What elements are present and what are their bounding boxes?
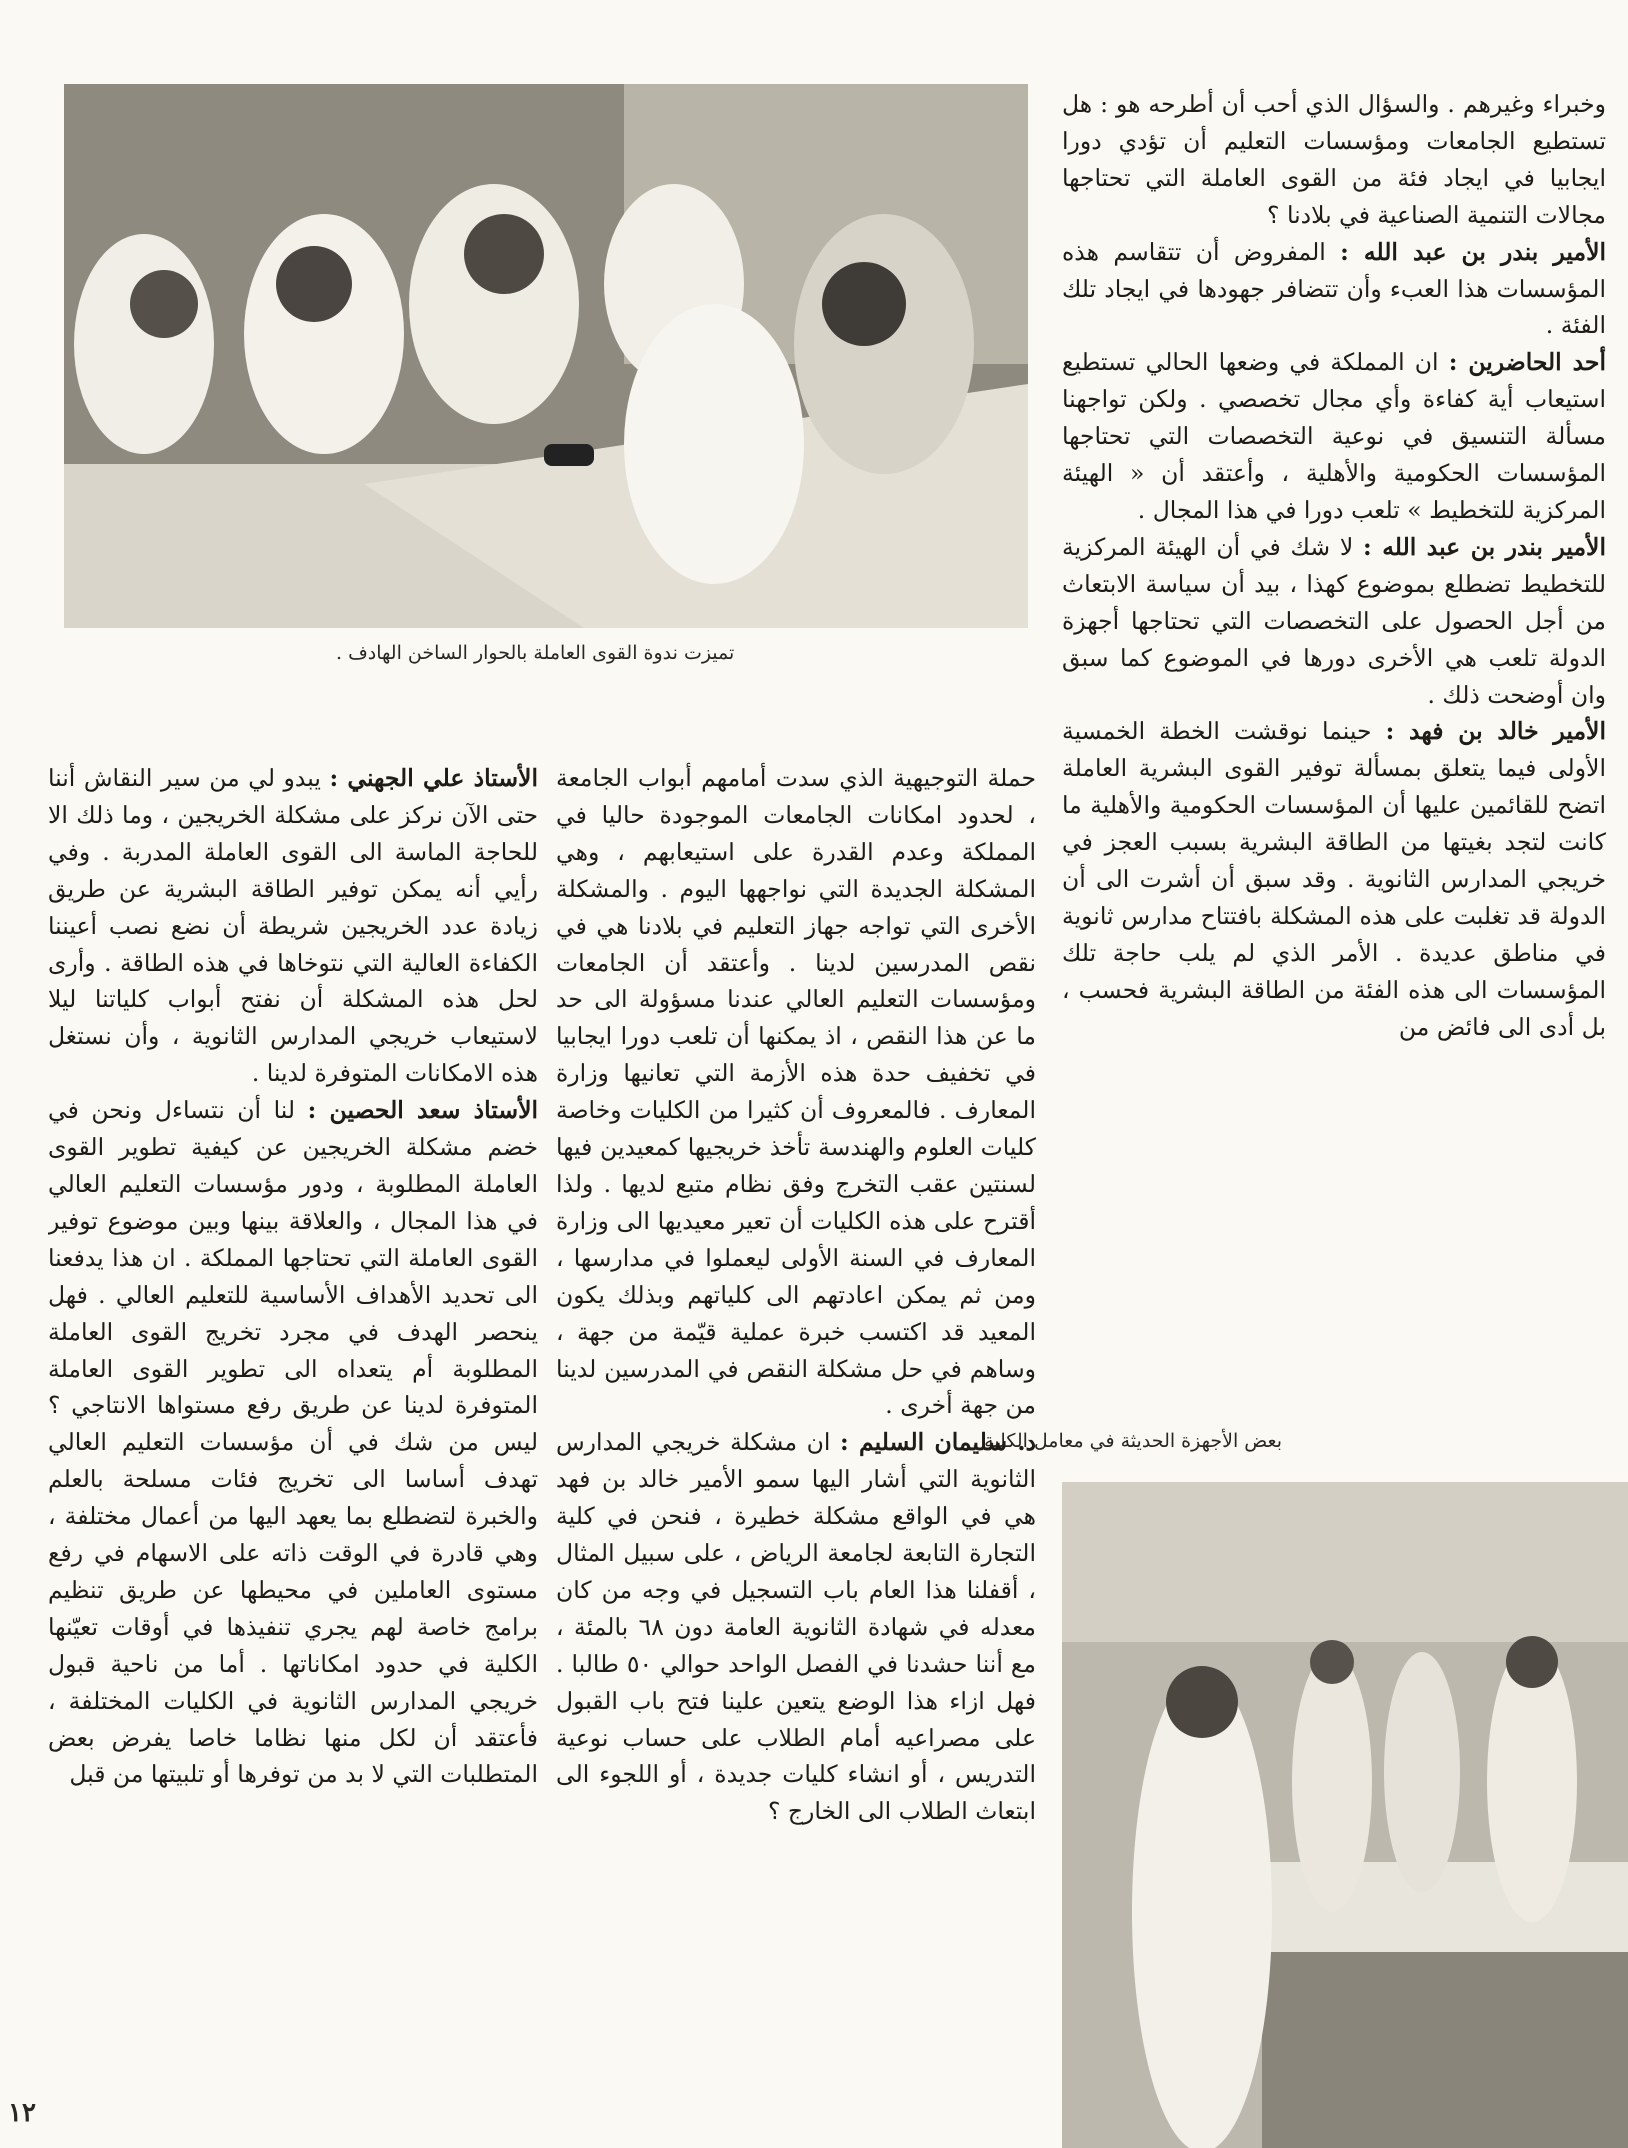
speaker-name: الأستاذ علي الجهني :: [329, 764, 538, 792]
paragraph: [48, 1092, 538, 1793]
paragraph-text: وخبراء وغيرهم . والسؤال الذي أحب أن أطرحه هو : هل تستطيع الجامعات ومؤسسات التعليم أن تؤدي دورا ايجابيا في ايجاد فئة من القوى العاملة التي تحتاجها مجالات التنمية الصناعية في بلادنا ؟: [1062, 90, 1606, 229]
speaker-name: الأمير خالد بن فهد :: [1385, 717, 1606, 746]
paragraph-text: حينما نوقشت الخطة الخمسية الأولى فيما يتعلق بمسألة توفير القوى البشرية العاملة اتضح للقائمين عليها أن المؤسسات الحكومية والأهلية ما كانت لتجد بغيتها من الطاقة البشرية بسبب العجز في خريجي المدارس الثانوية . وقد سبق أن أشرت الى أن الدولة قد تغلبت على هذه المشكلة بافتتاح مدارس ثانوية في مناطق عديدة . الأمر الذي لم يلب حاجة تلك المؤسسات الى هذه الفئة من الطاقة البشرية فحسب ، بل أدى الى فائض من: [1062, 717, 1606, 1041]
speaker-name: الأمير بندر بن عبد الله :: [1340, 237, 1606, 266]
speaker-name: الأمير بندر بن عبد الله :: [1363, 532, 1606, 561]
laboratory-photo: [1062, 1482, 1628, 2148]
speaker-name: د. سليمان السليم :: [840, 1428, 1036, 1457]
speaker-name: الأستاذ سعد الحصين :: [307, 1096, 538, 1125]
seminar-photo: [64, 84, 1028, 628]
paragraph: [1062, 86, 1606, 234]
text-column-right: [1062, 86, 1606, 1438]
paragraph: [1062, 713, 1606, 1045]
paragraph-text: يبدو لي من سير النقاش أننا حتى الآن نركز على مشكلة الخريجين ، وما ذلك الا للحاجة الماسة الى القوى العاملة المدربة . وفي رأيي أنه يمكن توفير الطاقة البشرية عن طريق زيادة عدد الخريجين شريطة أن نضع نصب أعيننا الكفاءة العالية التي نتوخاها في هذه الطاقة . وأرى لحل هذه المشكلة أن نفتح أبواب كلياتنا ليلا لاستيعاب خريجي المدارس الثانوية ، وأن نستغل هذه الامكانات المتوفرة لدينا .: [48, 764, 538, 1088]
text-column-left: [48, 760, 538, 2108]
top-photo-caption: تميزت ندوة القوى العاملة بالحوار الساخن الهادف .: [336, 642, 735, 664]
bottom-photo-caption: بعض الأجهزة الحديثة في معامل الكلية .: [972, 1430, 1282, 1452]
paragraph-text: لا شك في أن الهيئة المركزية للتخطيط تضطلع بموضوع كهذا ، بيد أن سياسة الابتعاث من أجل الحصول على التخصصات التي تحتاجها أجهزة الدولة تلعب هي الأخرى دورها في الموضوع كما سبق وان أوضحت ذلك .: [1062, 532, 1606, 709]
paragraph-text: ان المملكة في وضعها الحالي تستطيع استيعاب أية كفاءة وأي مجال تخصصي . ولكن تواجهنا مسألة التنسيق في نوعية التخصصات التي تحتاجها المؤسسات الحكومية والأهلية ، وأعتقد أن « الهيئة المركزية للتخطيط » تلعب دورا في هذا المجال .: [1062, 348, 1606, 524]
paragraph-text: لنا أن نتساءل ونحن في خضم مشكلة الخريجين عن كيفية تطوير القوى العاملة المطلوبة ، ودور مؤسسات التعليم العالي في هذا المجال ، والعلاقة بينها وبين موضوع توفير القوى العاملة التي تحتاجها المملكة . ان هذا يدفعنا الى تحديد الأهداف الأساسية للتعليم العالي . فهل ينحصر الهدف في مجرد تخريج القوى العاملة المطلوبة أم يتعداه الى تطوير القوى العاملة المتوفرة لدينا عن طريق رفع مستواها الانتاجي ؟ ليس من شك في أن مؤسسات التعليم العالي تهدف أساسا الى تخريج فئات مسلحة بالعلم والخبرة لتضطلع بما يعهد اليها من أعمال مختلفة ، وهي قادرة في الوقت ذاته على الاسهام في رفع مستوى العاملين في محيطها عن طريق تنظيم برامج خاصة لهم يجري تنفيذها في أوقات تعيّنها الكلية في حدود امكاناتها . أما من ناحية قبول خريجي المدارس الثانوية في الكليات المختلفة ، فأعتقد أن لكل منها نظاما خاصا يفرض بعض المتطلبات التي لا بد من توفرها أو تلبيتها من قبل: [48, 1096, 538, 1789]
paragraph: [556, 1424, 1036, 1830]
page-number: ١٢: [8, 2098, 36, 2128]
paragraph-text: حملة التوجيهية الذي سدت أمامهم أبواب الجامعة ، لحدود امكانات الجامعات الموجودة حاليا في المملكة وعدم القدرة على استيعابهم ، وهي المشكلة الجديدة التي نواجهها اليوم . والمشكلة الأخرى التي تواجه جهاز التعليم في بلادنا هي في نقص المدرسين لدينا . وأعتقد أن الجامعات ومؤسسات التعليم العالي عندنا مسؤولة الى حد ما عن هذا النقص ، اذ يمكنها أن تلعب دورا ايجابيا في تخفيف حدة هذه الأزمة التي تعانيها وزارة المعارف . فالمعروف أن كثيرا من الكليات وخاصة كليات العلوم والهندسة تأخذ خريجيها كمعيدين فيها لسنتين عقب التخرج وفق نظام متبع لديها . ولذا أقترح على هذه الكليات أن تعير معيديها الى وزارة المعارف في السنة الأولى ليعملوا في مدارسها ، ومن ثم يمكن اعادتهم الى كلياتهم وبذلك يكون المعيد قد اكتسب خبرة عملية قيّمة من جهة ، وساهم في حل مشكلة النقص في المدرسين لدينا من جهة أخرى .: [556, 764, 1036, 1420]
paragraph: [556, 760, 1036, 1424]
text-column-middle: [556, 760, 1036, 2108]
paragraph: [1062, 529, 1606, 714]
paragraph: [48, 760, 538, 1092]
paragraph-text: المفروض أن تتقاسم هذه المؤسسات هذا العبء وأن تتضافر جهودها في ايجاد تلك الفئة .: [1062, 237, 1606, 340]
paragraph: [1062, 234, 1606, 345]
speaker-name: أحد الحاضرين :: [1448, 348, 1606, 377]
paragraph: [1062, 344, 1606, 529]
paragraph-text: ان مشكلة خريجي المدارس الثانوية التي أشار اليها سمو الأمير خالد بن فهد هي في الواقع مشكلة خطيرة ، فنحن في كلية التجارة التابعة لجامعة الرياض ، على سبيل المثال ، أقفلنا هذا العام باب التسجيل في وجه من كان معدله في شهادة الثانوية العامة دون ٦٨ بالمئة ، مع أننا حشدنا في الفصل الواحد حوالي ٥٠ طالبا . فهل ازاء هذا الوضع يتعين علينا فتح باب القبول على مصراعيه أمام الطلاب على حساب نوعية التدريس ، أو انشاء كليات جديدة ، أو اللجوء الى ابتعاث الطلاب الى الخارج ؟: [556, 1428, 1036, 1826]
